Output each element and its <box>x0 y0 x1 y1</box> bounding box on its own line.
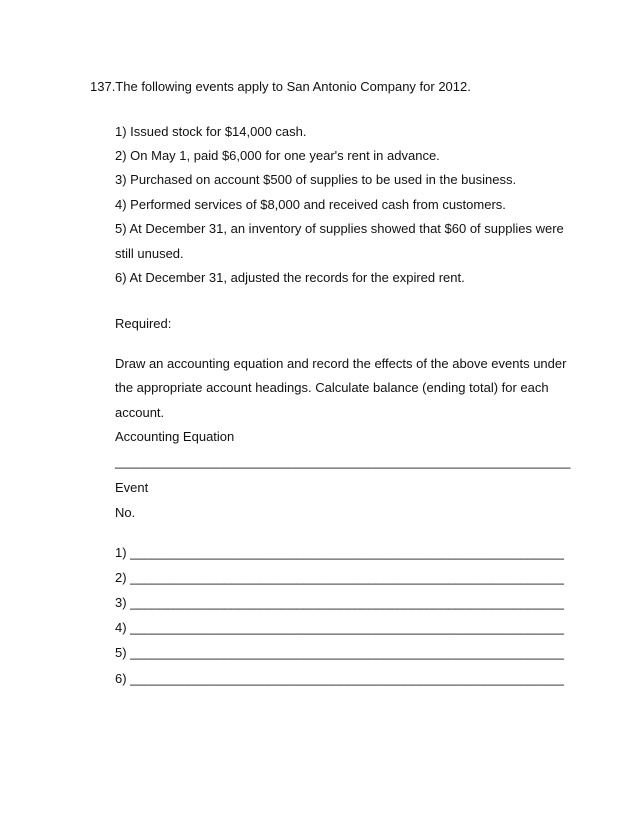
event-item-2: 2) On May 1, paid $6,000 for one year's rent in advance. <box>115 148 440 163</box>
event-item-5-continued: still unused. <box>115 246 184 261</box>
answer-line-5: 5) ____________________________________________________________ <box>115 645 564 660</box>
instructions-line-3: account. <box>115 405 165 420</box>
event-item-6: 6) At December 31, adjusted the records for the expired rent. <box>115 270 465 285</box>
event-item-5: 5) At December 31, an inventory of supplies showed that $60 of supplies were <box>115 221 564 236</box>
event-column-header: Event <box>115 480 149 495</box>
accounting-equation-heading: Accounting Equation <box>115 429 235 444</box>
event-item-1: 1) Issued stock for $14,000 cash. <box>115 124 307 139</box>
answer-line-6: 6) ____________________________________________________________ <box>115 671 564 686</box>
answer-line-4: 4) ____________________________________________________________ <box>115 620 564 635</box>
instructions-line-2: the appropriate account headings. Calculate balance (ending total) for each <box>115 380 549 395</box>
event-number-header: No. <box>115 505 136 520</box>
accounting-equation-rule: _______________________________________________________________ <box>115 454 571 469</box>
event-item-3: 3) Purchased on account $500 of supplies to be used in the business. <box>115 172 517 187</box>
instructions-line-1: Draw an accounting equation and record the effects of the above events under <box>115 356 567 371</box>
answer-line-1: 1) ____________________________________________________________ <box>115 545 564 560</box>
answer-line-2: 2) ____________________________________________________________ <box>115 570 564 585</box>
answer-line-3: 3) ____________________________________________________________ <box>115 595 564 610</box>
event-item-4: 4) Performed services of $8,000 and received cash from customers. <box>115 197 506 212</box>
required-label: Required: <box>115 316 172 331</box>
question-title: 137.The following events apply to San Antonio Company for 2012. <box>90 79 471 94</box>
